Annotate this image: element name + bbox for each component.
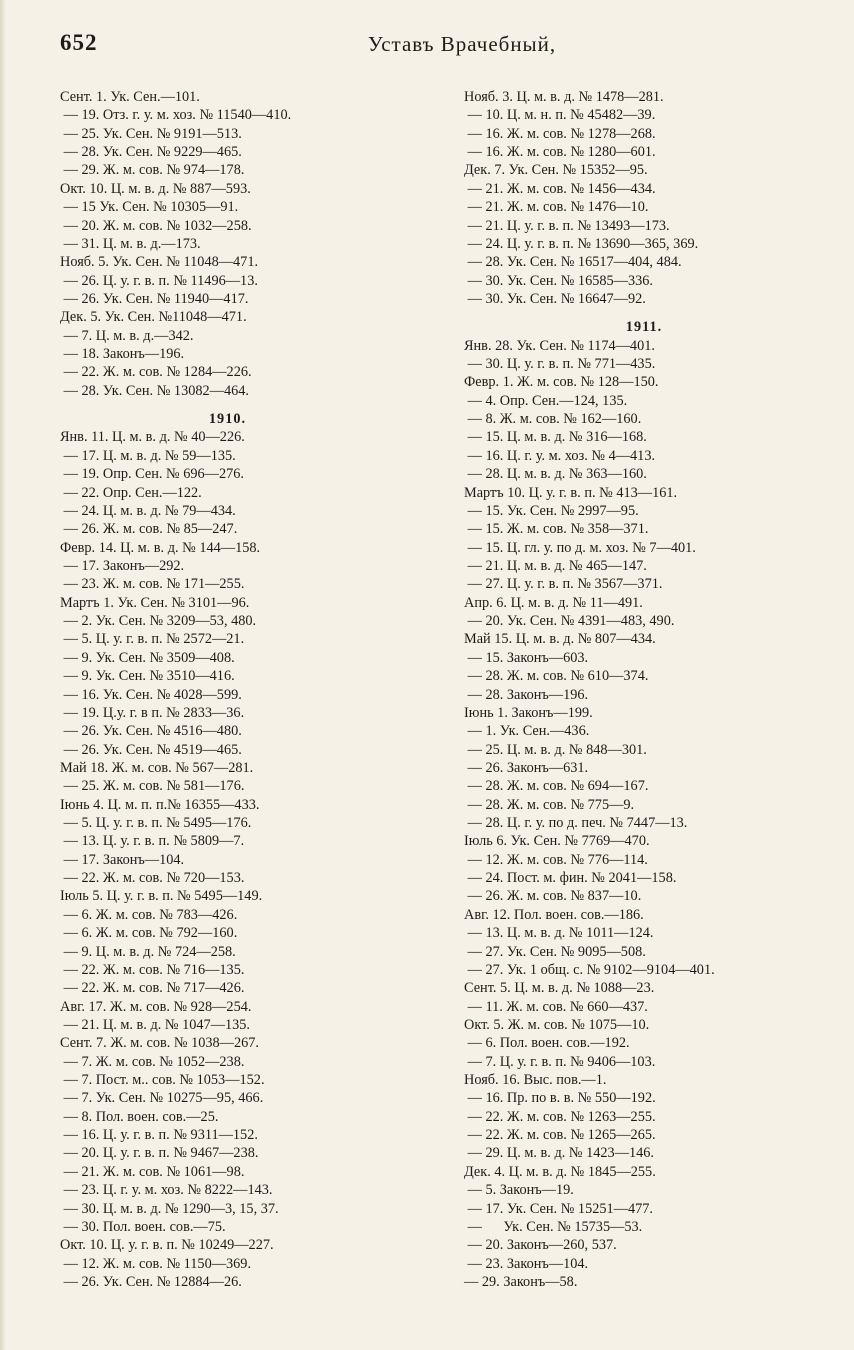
index-entry: — 9. Ц. м. в. д. № 724—258. (60, 943, 236, 960)
index-entry: — 7. Ц. у. г. в. п. № 9406—103. (464, 1053, 656, 1070)
index-entry: Мартъ 1. Ук. Сен. № 3101—96. (60, 594, 250, 611)
index-entry: — 29. Законъ—58. (464, 1274, 578, 1290)
index-entry: Нояб. 3. Ц. м. в. д. № 1478—281. (464, 89, 664, 105)
index-entry: — 21. Ж. м. сов. № 1061—98. (60, 1163, 245, 1180)
index-entry: Май 15. Ц. м. в. д. № 807—434. (464, 631, 656, 648)
index-entry: Янв. 11. Ц. м. в. д. № 40—226. (60, 429, 245, 446)
index-entry: — 13. Ц. у. г. в. п. № 5809—7. (60, 833, 245, 850)
index-entry: — 2. Ук. Сен. № 3209—53, 480. (60, 613, 257, 630)
index-entry: — 19. Опр. Сен. № 696—276. (60, 466, 244, 483)
index-entry: — 28. Ж. м. сов. № 775—9. (464, 796, 635, 813)
index-entry: — 16. Пр. по в. в. № 550—192. (464, 1090, 656, 1107)
index-entry: — 5. Ц. у. г. в. п. № 2572—21. (60, 631, 245, 648)
index-entry: — 29. Ж. м. сов. № 974—178. (60, 162, 245, 179)
index-entry: — 15. Ук. Сен. № 2997—95. (464, 502, 639, 519)
index-entry: — 9. Ук. Сен. № 3509—408. (60, 649, 235, 666)
index-entry: Нояб. 16. Выс. пов.—1. (464, 1072, 607, 1089)
index-entry: — 16. Ук. Сен. № 4028—599. (60, 686, 242, 703)
index-entry: — 16. Ж. м. сов. № 1278—268. (464, 125, 656, 142)
index-entry: — 30. Ук. Сен. № 16647—92. (464, 290, 646, 307)
index-entry: Іюнь 4. Ц. м. п. п.№ 16355—433. (60, 796, 260, 813)
index-entry: Мартъ 10. Ц. у. г. в. п. № 413—161. (464, 484, 678, 501)
index-entry: — 16. Ц. у. г. в. п. № 9311—152. (60, 1127, 258, 1144)
index-entry: — 20. Ц. у. г. в. п. № 9467—238. (60, 1145, 259, 1162)
index-entry: — 17. Ук. Сен. № 15251—477. (464, 1200, 653, 1217)
index-entry: — 12. Ж. м. сов. № 776—114. (464, 851, 648, 868)
index-entry: — 16. Ж. м. сов. № 1280—601. (464, 144, 656, 161)
index-entry: — 21. Ц. м. в. д. № 1047—135. (60, 1016, 251, 1033)
index-entry: — 8. Ж. м. сов. № 162—160. (464, 411, 642, 428)
index-entry: — 30. Пол. воен. сов.—75. (60, 1218, 226, 1235)
index-entry: — 18. Законъ—196. (60, 346, 185, 363)
index-entry: Окт. 10. Ц. м. в. д. № 887—593. (60, 180, 251, 197)
index-entry: — 21. Ц. м. в. д. № 465—147. (464, 557, 647, 574)
index-entry: — Ук. Сен. № 15735—53. (464, 1218, 643, 1235)
index-entry: Дек. 4. Ц. м. в. д. № 1845—255. (464, 1163, 656, 1180)
index-entry: — 28. Законъ—196. (464, 686, 589, 703)
index-entry: — 22. Ж. м. сов. № 716—135. (60, 961, 245, 978)
index-entry: — 7. Ж. м. сов. № 1052—238. (60, 1053, 245, 1070)
index-entry: — 26. Ук. Сен. № 4516—480. (60, 723, 242, 740)
index-entry: — 26. Законъ—631. (464, 759, 589, 776)
index-entry: — 10. Ц. м. н. п. № 45482—39. (464, 107, 656, 124)
index-entry: — 8. Пол. воен. сов.—25. (60, 1108, 219, 1125)
index-entry: — 21. Ж. м. сов. № 1476—10. (464, 199, 649, 216)
index-entry: — 5. Ц. у. г. в. п. № 5495—176. (60, 815, 252, 832)
index-entry: Іюль 6. Ук. Сен. № 7769—470. (464, 833, 650, 850)
index-entry: — 22. Ж. м. сов. № 720—153. (60, 870, 245, 887)
index-entry: Сент. 5. Ц. м. в. д. № 1088—23. (464, 980, 655, 997)
index-entry: — 30. Ц. м. в. д. № 1290—3, 15, 37. (60, 1200, 279, 1217)
index-entry: — 28. Ук. Сен. № 13082—464. (60, 382, 249, 399)
index-entry: Май 18. Ж. м. сов. № 567—281. (60, 759, 254, 776)
index-entry: Февр. 1. Ж. м. сов. № 128—150. (464, 374, 659, 391)
index-entry: — 22. Ж. м. сов. № 717—426. (60, 980, 245, 997)
section-gap (60, 400, 395, 410)
index-entry: — 16. Ц. г. у. м. хоз. № 4—413. (464, 447, 656, 464)
index-entry: — 5. Законъ—19. (464, 1182, 574, 1199)
right-column (464, 88, 824, 1291)
index-entry: — 23. Законъ—104. (464, 1255, 589, 1272)
running-title: Уставъ Врачебный, (367, 32, 557, 56)
index-entry: — 4. Опр. Сен.—124, 135. (464, 392, 628, 409)
index-entry: — 6. Пол. воен. сов.—192. (464, 1035, 630, 1052)
index-entry: — 7. Ук. Сен. № 10275—95, 466. (60, 1090, 264, 1107)
index-entry: — 27. Ук. Сен. № 9095—508. (464, 943, 646, 960)
index-entry: — 7. Пост. м.. сов. № 1053—152. (60, 1072, 265, 1089)
index-entry: — 24. Ц. у. г. в. п. № 13690—365, 369. (464, 235, 699, 252)
index-entry: — 26. Ц. у. г. в. п. № 11496—13. (60, 272, 258, 289)
index-entry: Февр. 14. Ц. м. в. д. № 144—158. (60, 539, 261, 556)
index-entry: — 20. Ж. м. сов. № 1032—258. (60, 217, 252, 234)
page-spine-shadow (0, 0, 6, 1350)
index-entry: Сент. 7. Ж. м. сов. № 1038—267. (60, 1035, 259, 1052)
index-entry: Дек. 5. Ук. Сен. №11048—471. (60, 309, 247, 326)
index-entry: — 28. Ук. Сен. № 16517—404, 484. (464, 254, 682, 271)
index-entry: — 23. Ж. м. сов. № 171—255. (60, 576, 245, 593)
index-entry: — 28. Ук. Сен. № 9229—465. (60, 144, 242, 161)
index-entry: Сент. 1. Ук. Сен.—101. (60, 89, 200, 105)
index-entry: — 27. Ц. у. г. в. п. № 3567—371. (464, 576, 663, 593)
index-entry: Іюль 5. Ц. у. г. в. п. № 5495—149. (60, 888, 263, 905)
index-entry: — 17. Законъ—292. (60, 557, 185, 574)
index-entry: — 25. Ц. м. в. д. № 848—301. (464, 741, 647, 758)
index-entry: — 17. Законъ—104. (60, 851, 185, 868)
index-entry: — 26. Ж. м. сов. № 85—247. (60, 521, 238, 538)
index-entry: — 30. Ц. у. г. в. п. № 771—435. (464, 356, 656, 373)
index-entry: Авг. 17. Ж. м. сов. № 928—254. (60, 998, 252, 1015)
index-entry: — 26. Ж. м. сов. № 837—10. (464, 888, 642, 905)
index-entry: — 11. Ж. м. сов. № 660—437. (464, 998, 648, 1015)
section-gap (464, 308, 824, 318)
index-entry: — 19. Отз. г. у. м. хоз. № 11540—410. (60, 107, 292, 124)
index-entry: — 24. Пост. м. фин. № 2041—158. (464, 870, 677, 887)
index-entry: — 15 Ук. Сен. № 10305—91. (60, 199, 239, 216)
index-entry: Янв. 28. Ук. Сен. № 1174—401. (464, 337, 655, 354)
index-entry: Авг. 12. Пол. воен. сов.—186. (464, 906, 644, 923)
index-entry: — 28. Ц. м. в. д. № 363—160. (464, 466, 647, 483)
index-entry: — 20. Законъ—260, 537. (464, 1237, 617, 1254)
year-heading: 1911. (625, 319, 663, 336)
index-entry: — 21. Ж. м. сов. № 1456—434. (464, 180, 656, 197)
index-entry: — 27. Ук. 1 общ. с. № 9102—9104—401. (464, 961, 715, 978)
page-header (60, 30, 794, 70)
index-entry: — 15. Ж. м. сов. № 358—371. (464, 521, 649, 538)
index-entry: — 15. Ц. м. в. д. № 316—168. (464, 429, 647, 446)
index-entry: — 17. Ц. м. в. д. № 59—135. (60, 447, 236, 464)
index-entry: — 22. Ж. м. сов. № 1284—226. (60, 364, 252, 381)
index-entry: — 20. Ук. Сен. № 4391—483, 490. (464, 613, 675, 630)
page-number: 652 (60, 30, 98, 55)
index-entry: — 26. Ук. Сен. № 12884—26. (60, 1274, 242, 1290)
index-entry: — 28. Ц. г. у. по д. печ. № 7447—13. (464, 815, 688, 832)
index-entry: — 28. Ж. м. сов. № 610—374. (464, 668, 649, 685)
index-entry: — 30. Ук. Сен. № 16585—336. (464, 272, 653, 289)
index-entry: Апр. 6. Ц. м. в. д. № 11—491. (464, 594, 643, 611)
index-entry: Іюнь 1. Законъ—199. (464, 704, 593, 721)
index-entry: — 26. Ук. Сен. № 4519—465. (60, 741, 242, 758)
index-entry: Дек. 7. Ук. Сен. № 15352—95. (464, 162, 648, 179)
index-entry: — 22. Ж. м. сов. № 1263—255. (464, 1108, 656, 1125)
index-entry: — 26. Ук. Сен. № 11940—417. (60, 290, 249, 307)
index-entry: — 12. Ж. м. сов. № 1150—369. (60, 1255, 252, 1272)
index-entry: — 15. Ц. гл. у. по д. м. хоз. № 7—401. (464, 539, 696, 556)
index-entry: — 25. Ук. Сен. № 9191—513. (60, 125, 242, 142)
index-entry: Нояб. 5. Ук. Сен. № 11048—471. (60, 254, 259, 271)
index-entry: Окт. 5. Ж. м. сов. № 1075—10. (464, 1016, 650, 1033)
index-entry: — 1. Ук. Сен.—436. (464, 723, 590, 740)
index-entry: — 24. Ц. м. в. д. № 79—434. (60, 502, 236, 519)
index-entry: — 22. Ж. м. сов. № 1265—265. (464, 1127, 656, 1144)
index-entry: — 9. Ук. Сен. № 3510—416. (60, 668, 235, 685)
index-entry: — 13. Ц. м. в. д. № 1011—124. (464, 925, 654, 942)
index-entry: — 28. Ж. м. сов. № 694—167. (464, 778, 649, 795)
index-entry: — 7. Ц. м. в. д.—342. (60, 327, 194, 344)
year-heading: 1910. (208, 411, 247, 428)
index-entry: — 21. Ц. у. г. в. п. № 13493—173. (464, 217, 670, 234)
index-entry: — 29. Ц. м. в. д. № 1423—146. (464, 1145, 655, 1162)
index-entry: Окт. 10. Ц. у. г. в. п. № 10249—227. (60, 1237, 274, 1254)
index-entry: — 25. Ж. м. сов. № 581—176. (60, 778, 245, 795)
index-entry: — 6. Ж. м. сов. № 783—426. (60, 906, 238, 923)
index-entry: — 22. Опр. Сен.—122. (60, 484, 202, 501)
index-entry: — 6. Ж. м. сов. № 792—160. (60, 925, 238, 942)
index-entry: — 31. Ц. м. в. д.—173. (60, 235, 201, 252)
left-column (60, 88, 395, 1291)
index-entry: — 23. Ц. г. у. м. хоз. № 8222—143. (60, 1182, 273, 1199)
index-entry: — 19. Ц.у. г. в п. № 2833—36. (60, 704, 245, 721)
index-entry: — 15. Законъ—603. (464, 649, 589, 666)
